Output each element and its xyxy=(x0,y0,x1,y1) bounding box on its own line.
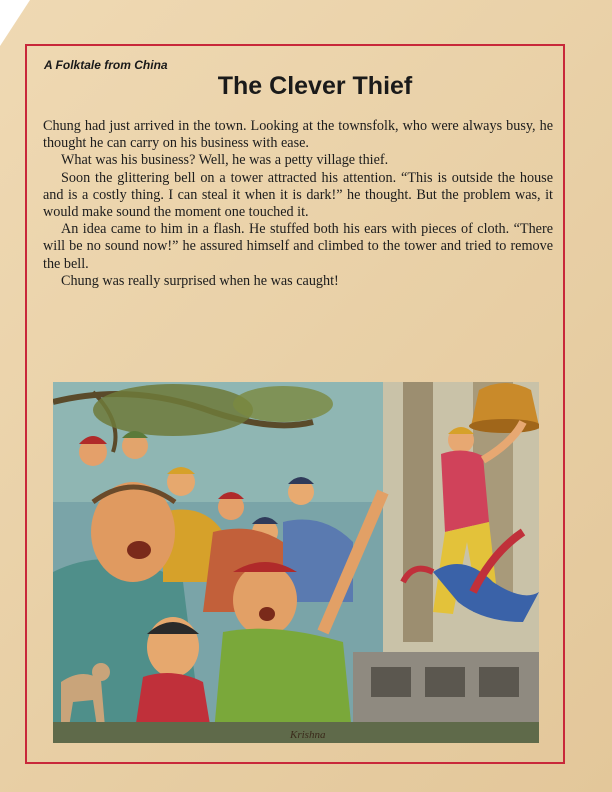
story-illustration xyxy=(53,382,539,743)
paragraph-2: What was his business? Well, he was a petty village thief. xyxy=(61,152,389,169)
story-text xyxy=(43,118,553,290)
story-kicker: A Folktale from China xyxy=(44,58,168,72)
paragraph-3: Soon the glittering bell on a tower attracted his attention. “This is outside the house and is a costly thing. I can steal it when it is dark!” he thought. But the problem was, it would make sound the moment one touched it. xyxy=(43,169,553,221)
paragraph-5: Chung was really surprised when he was caught! xyxy=(61,272,339,289)
illustrator-signature: Krishna xyxy=(290,729,326,741)
torn-corner xyxy=(0,0,30,46)
paragraph-4: An idea came to him in a flash. He stuffed both his ears with pieces of cloth. “There will be no sound now!” he assured himself and climbed to the tower and tried to remove the bell. xyxy=(43,221,553,272)
paragraph-1: Chung had just arrived in the town. Looking at the townsfolk, who were always busy, he thought he can carry on his business with ease. xyxy=(43,118,553,152)
story-title: The Clever Thief xyxy=(217,72,413,100)
crowd-and-thief-picture xyxy=(53,382,539,743)
